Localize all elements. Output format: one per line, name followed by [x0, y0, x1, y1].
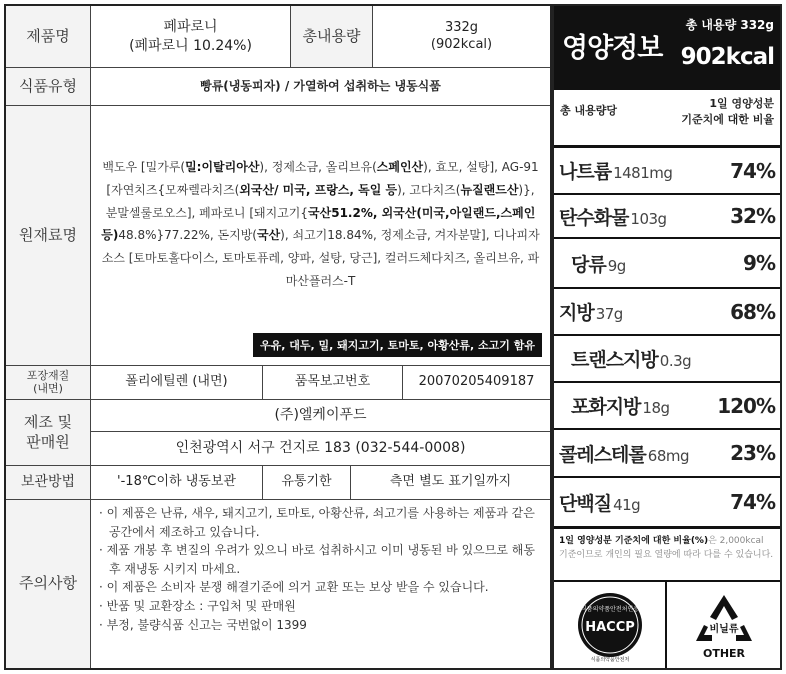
nutrient-percent: 74%: [730, 158, 775, 183]
nutrient-row-fat: [554, 289, 780, 336]
per-total-label: 총 내용량당: [560, 104, 617, 117]
manufacturer-label-line2: 판매원: [26, 432, 70, 451]
recycle-main-text: 비닐류: [709, 624, 738, 635]
product-name-line2: (페파로니 10.24%): [129, 37, 252, 54]
nutrient-name: [559, 203, 667, 230]
nutrient-row-saturated-fat: [554, 383, 780, 430]
warnings-list: [91, 500, 552, 666]
daily-value-line2: 기준치에 대한 비율: [681, 112, 774, 126]
storage-value: '-18℃이하 냉동보관: [91, 466, 263, 500]
daily-value-note-rest: 은 2,000kcal 기준이므로 개인의 필요 열량에 따라 다를 수 있습니다.: [559, 536, 774, 560]
nutrient-row-trans-fat: [554, 336, 780, 383]
nutrient-label: 포화지방: [571, 396, 641, 418]
nutrient-name: [559, 392, 670, 419]
volume-label: 총내용량: [291, 6, 373, 68]
warning-item: · 이 제품은 소비자 분쟁 해결기준에 의거 교환 또는 보상 받을 수 있습니다.: [99, 580, 489, 595]
daily-value-line1: 1일 영양성분: [709, 97, 774, 110]
nutrient-name: [559, 489, 640, 516]
warnings-label: 주의사항: [6, 500, 91, 668]
packaging-label: [6, 366, 91, 400]
nutrient-percent: 32%: [730, 204, 775, 228]
report-number-label: 품목보고번호: [263, 366, 403, 400]
product-name-line1: 페파로니: [163, 19, 218, 36]
ingredients-box: [91, 106, 550, 366]
nutrition-header: [554, 6, 780, 90]
nutrient-label: 탄수화물: [559, 206, 629, 229]
nutrient-label: 지방: [559, 302, 594, 324]
volume-line2: (902kcal): [430, 36, 493, 52]
nutrient-label: 나트륨: [559, 161, 612, 183]
warning-item: · 부정, 불량식품 신고는 국번없이 1399: [99, 617, 307, 632]
recycle-sub-text: OTHER: [702, 647, 745, 660]
haccp-icon: [570, 585, 650, 665]
nutrient-percent: 120%: [717, 393, 775, 418]
recycle-icon: [684, 585, 764, 665]
nutrient-amount: 9g: [607, 256, 626, 275]
allergy-notice: 우유, 대두, 밀, 돼지고기, 토마토, 아황산류, 소고기 함유: [253, 333, 542, 357]
nutrient-label: 콜레스테롤: [559, 443, 646, 466]
haccp-bottom-text: 식품의약품안전처: [590, 657, 629, 663]
expiry-label: 유통기한: [263, 466, 351, 500]
nutrition-panel: [552, 4, 782, 670]
nutrient-name: [559, 440, 689, 467]
daily-value-note: [554, 526, 780, 582]
nutrient-name: [559, 298, 623, 325]
nutrient-amount: 68mg: [647, 446, 690, 465]
ingredients-label: 원재료명: [6, 106, 91, 366]
volume-value: [373, 6, 550, 68]
nutrient-percent: 74%: [730, 490, 775, 514]
daily-value-label: [681, 96, 774, 128]
nutrient-row-sodium: [554, 148, 780, 195]
nutrient-amount: 103g: [630, 209, 667, 228]
nutrient-row-carbohydrate: [554, 195, 780, 239]
recycle-logo: [667, 582, 780, 668]
haccp-top-text: 식품의약품안전처인증: [580, 606, 639, 613]
packaging-label-line2: (내면): [33, 381, 63, 395]
manufacturer-label: [6, 400, 91, 466]
product-name-value: [91, 6, 291, 68]
storage-label: 보관방법: [6, 466, 91, 500]
expiry-value: 측면 별도 표기일까지: [351, 466, 550, 500]
food-type-value: 빵류(냉동피자) / 가열하여 섭취하는 냉동식품: [91, 68, 550, 106]
haccp-logo: [554, 582, 667, 668]
nutrient-row-sugars: [554, 239, 780, 289]
manufacturer-address: 인천광역시 서구 건지로 183 (032-544-0008): [91, 432, 550, 466]
report-number-value: 20070205409187: [403, 366, 550, 400]
nutrient-percent: 68%: [730, 299, 775, 324]
nutrition-total-label: 총 내용량 332g: [685, 18, 774, 32]
haccp-main-text: HACCP: [584, 620, 635, 635]
nutrient-percent: 9%: [743, 251, 775, 275]
manufacturer-name: (주)엘케이푸드: [91, 400, 550, 432]
volume-line1: 332g: [444, 19, 479, 35]
certification-logos: [554, 582, 780, 668]
nutrient-name: [559, 345, 691, 372]
ingredients-text: 백도우 [밀가루(밀:이탈리아산), 정제소금, 올리브유(스페인산), 효모, 설탕], AG-91 [자연치즈{모짜렐라치즈(외국산/ 미국, 프랑스, 독일 등), 고다치즈(뉴질랜드산)}, 분말셀룰로오스], 페파로니 [돼지고기{국산51.2%, 외국산(미국,아일랜드,스페인 등)48.8%}77.22%, 돈지방(국산), 쇠고기18.84%, 정제소금, 겨자분말], 디나피자소스 [토마토홀다이스, 토마토퓨레, 양파, 설탕, 당근], 컬러드체다치즈, 올리브유, 파마산플러스-T: [101, 160, 540, 288]
nutrient-amount: 37g: [595, 305, 623, 323]
warning-item: · 이 제품은 난류, 새우, 돼지고기, 토마토, 아황산류, 쇠고기를 사용하는 제품과 같은 공간에서 제조하고 있습니다.: [99, 506, 535, 539]
nutrient-label: 당류: [571, 253, 606, 276]
warning-item: · 제품 개봉 후 변질의 우려가 있으니 바로 섭취하시고 이미 냉동된 바 있으므로 해동 후 재냉동 시키지 마세요.: [99, 543, 535, 576]
nutrition-total-kcal: 902kcal: [680, 44, 774, 70]
nutrition-title: 영양정보: [562, 33, 663, 64]
product-info-table: [4, 4, 552, 670]
nutrient-name: [559, 157, 672, 184]
nutrient-label: 트랜스지방: [571, 349, 658, 371]
warning-item: · 반품 및 교환장소 : 구입처 및 판매원: [99, 598, 296, 613]
nutrient-name: [559, 250, 626, 277]
nutrient-amount: 41g: [613, 495, 641, 514]
nutrient-row-cholesterol: [554, 430, 780, 478]
nutrient-row-protein: [554, 478, 780, 526]
packaging-value: 폴리에틸렌 (내면): [91, 366, 263, 400]
nutrient-amount: 18g: [642, 399, 670, 417]
nutrient-amount: 0.3g: [659, 352, 692, 370]
nutrient-percent: 23%: [730, 441, 775, 465]
daily-value-note-bold: 1일 영양성분 기준치에 대한 비율(%): [559, 536, 709, 546]
packaging-label-line1: 포장재질: [26, 368, 70, 382]
nutrient-label: 단백질: [559, 492, 612, 515]
manufacturer-label-line1: 제조 및: [23, 413, 73, 431]
nutrient-amount: 1481mg: [613, 164, 673, 182]
food-type-label: 식품유형: [6, 68, 91, 106]
nutrition-subheader: [554, 90, 780, 148]
product-name-label: 제품명: [6, 6, 91, 68]
